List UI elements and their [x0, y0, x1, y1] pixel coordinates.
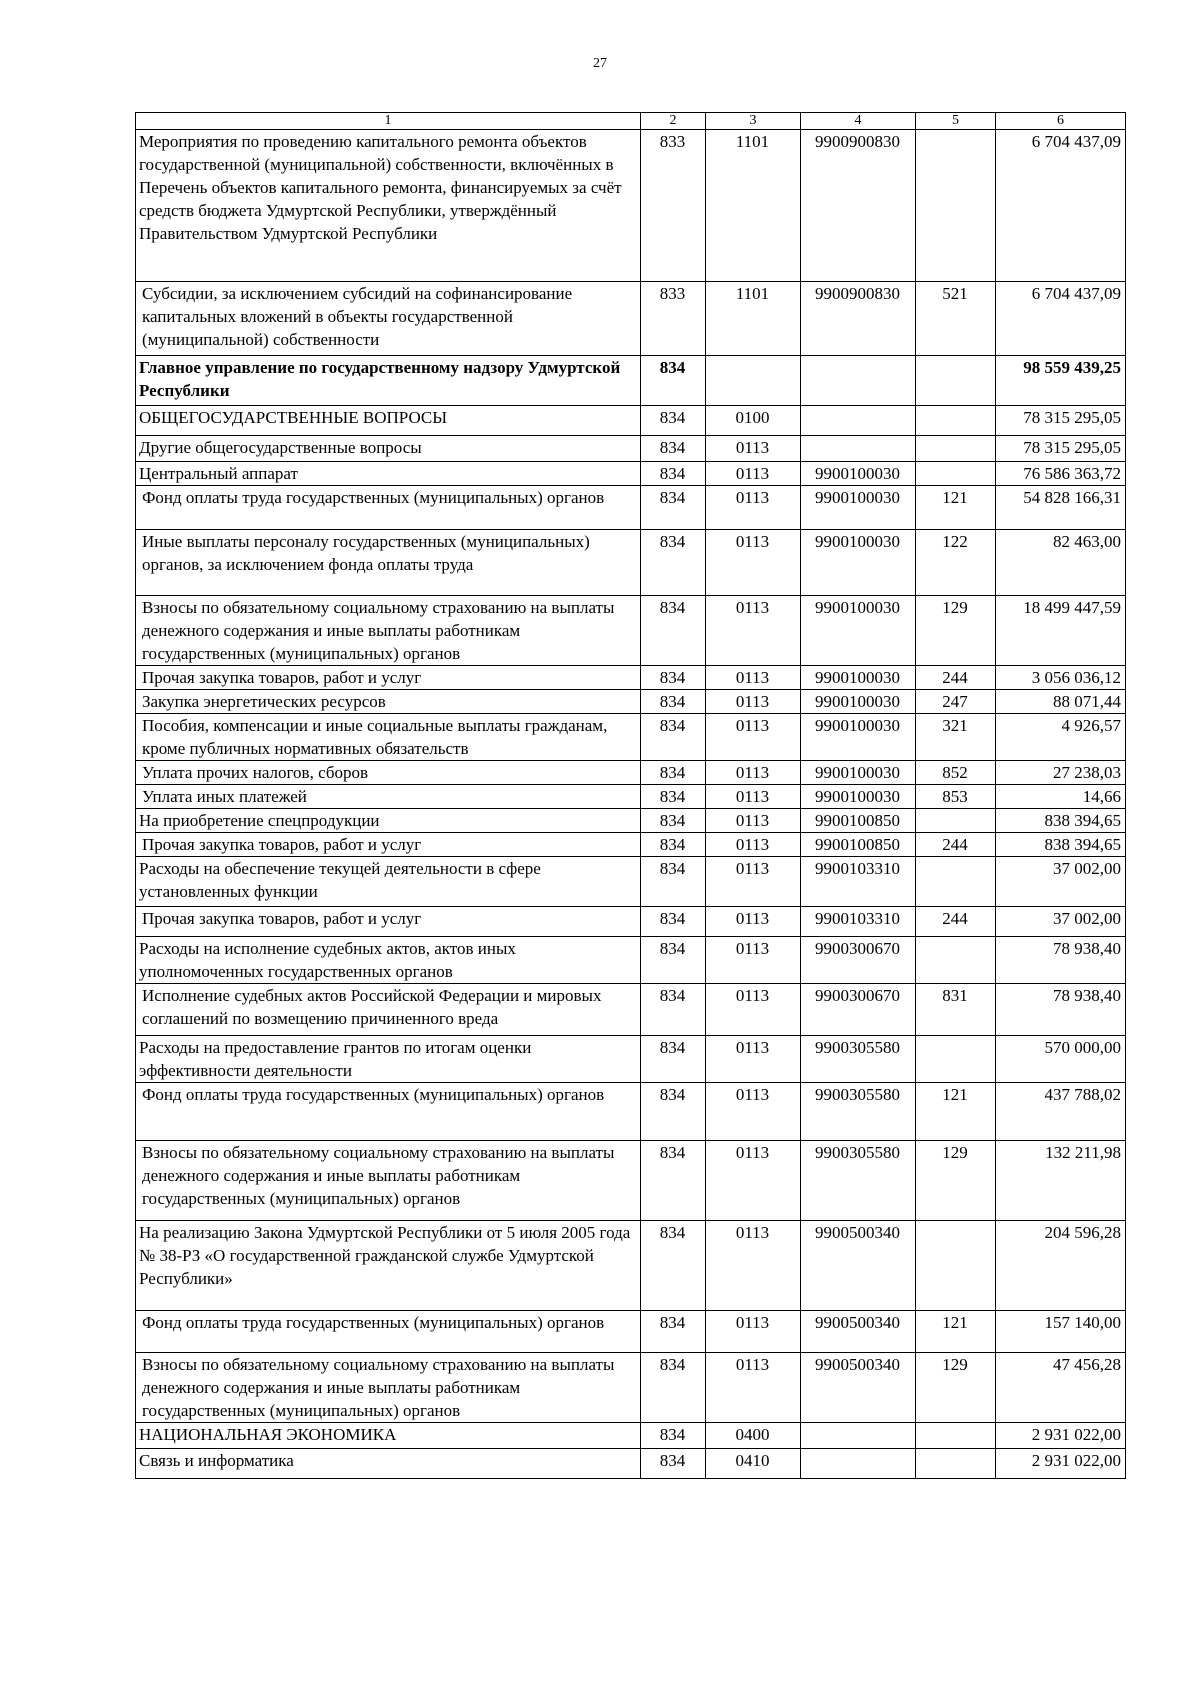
- row-name: Взносы по обязательному социальному страхованию на выплаты денежного содержания и иные выплаты работникам государственных (муниципальных) органов: [136, 1141, 641, 1221]
- amount: 838 394,65: [996, 809, 1126, 833]
- ministry-code: 833: [641, 282, 706, 356]
- row-name: ОБЩЕГОСУДАРСТВЕННЫЕ ВОПРОСЫ: [136, 406, 641, 436]
- row-name: Взносы по обязательному социальному страхованию на выплаты денежного содержания и иные выплаты работникам государственных (муниципальных) органов: [136, 596, 641, 666]
- target-article-code: 9900500340: [801, 1221, 916, 1311]
- column-header: 5: [916, 113, 996, 130]
- target-article-code: 9900100030: [801, 761, 916, 785]
- expense-kind-code: [916, 1036, 996, 1083]
- amount: 37 002,00: [996, 907, 1126, 937]
- row-name: НАЦИОНАЛЬНАЯ ЭКОНОМИКА: [136, 1423, 641, 1449]
- table-row: [136, 1221, 1126, 1311]
- row-name: Уплата иных платежей: [136, 785, 641, 809]
- target-article-code: 9900100030: [801, 666, 916, 690]
- budget-table: [135, 112, 1126, 1479]
- section-code: 0113: [706, 1221, 801, 1311]
- amount: 570 000,00: [996, 1036, 1126, 1083]
- row-name: Связь и информатика: [136, 1449, 641, 1479]
- amount: 6 704 437,09: [996, 282, 1126, 356]
- section-code: 0113: [706, 596, 801, 666]
- ministry-code: 834: [641, 1036, 706, 1083]
- amount: 54 828 166,31: [996, 486, 1126, 530]
- section-code: 0113: [706, 857, 801, 907]
- ministry-code: 834: [641, 833, 706, 857]
- section-code: 0410: [706, 1449, 801, 1479]
- expense-kind-code: [916, 1423, 996, 1449]
- ministry-code: 834: [641, 761, 706, 785]
- column-header: 1: [136, 113, 641, 130]
- table-row: [136, 1353, 1126, 1423]
- amount: 3 056 036,12: [996, 666, 1126, 690]
- row-name: Фонд оплаты труда государственных (муниципальных) органов: [136, 1083, 641, 1141]
- ministry-code: 833: [641, 130, 706, 282]
- table-row: [136, 356, 1126, 406]
- target-article-code: [801, 1449, 916, 1479]
- expense-kind-code: [916, 1449, 996, 1479]
- section-code: 0113: [706, 666, 801, 690]
- section-code: 0113: [706, 1353, 801, 1423]
- row-name: На приобретение спецпродукции: [136, 809, 641, 833]
- ministry-code: 834: [641, 486, 706, 530]
- ministry-code: 834: [641, 1221, 706, 1311]
- amount: 14,66: [996, 785, 1126, 809]
- table-row: [136, 406, 1126, 436]
- ministry-code: 834: [641, 436, 706, 462]
- expense-kind-code: [916, 809, 996, 833]
- table-row: [136, 833, 1126, 857]
- amount: 437 788,02: [996, 1083, 1126, 1141]
- row-name: Фонд оплаты труда государственных (муниципальных) органов: [136, 1311, 641, 1353]
- ministry-code: 834: [641, 406, 706, 436]
- expense-kind-code: 129: [916, 596, 996, 666]
- ministry-code: 834: [641, 809, 706, 833]
- expense-kind-code: 321: [916, 714, 996, 761]
- amount: 76 586 363,72: [996, 462, 1126, 486]
- expense-kind-code: [916, 857, 996, 907]
- expense-kind-code: 121: [916, 486, 996, 530]
- section-code: 1101: [706, 282, 801, 356]
- section-code: 0113: [706, 436, 801, 462]
- target-article-code: [801, 406, 916, 436]
- row-name: Другие общегосударственные вопросы: [136, 436, 641, 462]
- section-code: 0113: [706, 690, 801, 714]
- row-name: Мероприятия по проведению капитального ремонта объектов государственной (муниципальной) собственности, включённых в Перечень объектов капитального ремонта, финансируемых за счёт средств бюджета Удмуртской Республики, утверждённый Правительством Удмуртской Республики: [136, 130, 641, 282]
- section-code: 0113: [706, 984, 801, 1036]
- row-name: Взносы по обязательному социальному страхованию на выплаты денежного содержания и иные выплаты работникам государственных (муниципальных) органов: [136, 1353, 641, 1423]
- amount: 82 463,00: [996, 530, 1126, 596]
- expense-kind-code: 122: [916, 530, 996, 596]
- section-code: 0113: [706, 1311, 801, 1353]
- table-row: [136, 130, 1126, 282]
- section-code: 0113: [706, 1036, 801, 1083]
- ministry-code: 834: [641, 1423, 706, 1449]
- column-header: 2: [641, 113, 706, 130]
- column-header: 3: [706, 113, 801, 130]
- ministry-code: 834: [641, 462, 706, 486]
- amount: 2 931 022,00: [996, 1449, 1126, 1479]
- amount: 78 315 295,05: [996, 436, 1126, 462]
- ministry-code: 834: [641, 1449, 706, 1479]
- section-code: 0113: [706, 785, 801, 809]
- table-row: [136, 462, 1126, 486]
- section-code: 1101: [706, 130, 801, 282]
- target-article-code: 9900103310: [801, 907, 916, 937]
- row-name: Закупка энергетических ресурсов: [136, 690, 641, 714]
- table-row: [136, 937, 1126, 984]
- target-article-code: [801, 436, 916, 462]
- section-code: 0113: [706, 530, 801, 596]
- page-number: 27: [593, 56, 607, 71]
- table-row: [136, 486, 1126, 530]
- section-code: 0113: [706, 937, 801, 984]
- ministry-code: 834: [641, 907, 706, 937]
- ministry-code: 834: [641, 596, 706, 666]
- expense-kind-code: [916, 130, 996, 282]
- expense-kind-code: [916, 406, 996, 436]
- expense-kind-code: 244: [916, 666, 996, 690]
- target-article-code: 9900300670: [801, 984, 916, 1036]
- row-name: Пособия, компенсации и иные социальные выплаты гражданам, кроме публичных нормативных обязательств: [136, 714, 641, 761]
- section-code: 0113: [706, 833, 801, 857]
- row-name: Расходы на обеспечение текущей деятельности в сфере установленных функции: [136, 857, 641, 907]
- target-article-code: 9900305580: [801, 1083, 916, 1141]
- ministry-code: 834: [641, 714, 706, 761]
- section-code: 0113: [706, 714, 801, 761]
- target-article-code: 9900100030: [801, 530, 916, 596]
- amount: 78 938,40: [996, 937, 1126, 984]
- row-name: Прочая закупка товаров, работ и услуг: [136, 833, 641, 857]
- ministry-code: 834: [641, 1141, 706, 1221]
- expense-kind-code: 121: [916, 1311, 996, 1353]
- amount: 47 456,28: [996, 1353, 1126, 1423]
- table-row: [136, 1036, 1126, 1083]
- amount: 6 704 437,09: [996, 130, 1126, 282]
- section-code: 0113: [706, 809, 801, 833]
- expense-kind-code: [916, 356, 996, 406]
- section-code: 0113: [706, 1141, 801, 1221]
- table-row: [136, 907, 1126, 937]
- expense-kind-code: 247: [916, 690, 996, 714]
- row-name: Иные выплаты персоналу государственных (муниципальных) органов, за исключением фонда оплаты труда: [136, 530, 641, 596]
- target-article-code: 9900100030: [801, 486, 916, 530]
- table-row: [136, 714, 1126, 761]
- ministry-code: 834: [641, 984, 706, 1036]
- amount: 2 931 022,00: [996, 1423, 1126, 1449]
- table-row: [136, 530, 1126, 596]
- target-article-code: 9900100030: [801, 785, 916, 809]
- amount: 88 071,44: [996, 690, 1126, 714]
- target-article-code: 9900500340: [801, 1353, 916, 1423]
- ministry-code: 834: [641, 666, 706, 690]
- expense-kind-code: 831: [916, 984, 996, 1036]
- section-code: [706, 356, 801, 406]
- table-row: [136, 596, 1126, 666]
- expense-kind-code: [916, 937, 996, 984]
- expense-kind-code: 852: [916, 761, 996, 785]
- ministry-code: 834: [641, 857, 706, 907]
- target-article-code: 9900100850: [801, 833, 916, 857]
- section-code: 0113: [706, 1083, 801, 1141]
- table-row: [136, 785, 1126, 809]
- target-article-code: [801, 1423, 916, 1449]
- target-article-code: [801, 356, 916, 406]
- expense-kind-code: 121: [916, 1083, 996, 1141]
- expense-kind-code: [916, 1221, 996, 1311]
- amount: 157 140,00: [996, 1311, 1126, 1353]
- section-code: 0113: [706, 907, 801, 937]
- table-row: [136, 1423, 1126, 1449]
- table-row: [136, 690, 1126, 714]
- column-header: 4: [801, 113, 916, 130]
- amount: 204 596,28: [996, 1221, 1126, 1311]
- ministry-code: 834: [641, 690, 706, 714]
- target-article-code: 9900100850: [801, 809, 916, 833]
- target-article-code: 9900100030: [801, 690, 916, 714]
- expense-kind-code: 129: [916, 1353, 996, 1423]
- expense-kind-code: [916, 436, 996, 462]
- ministry-code: 834: [641, 1083, 706, 1141]
- table-row: [136, 1449, 1126, 1479]
- row-name: Главное управление по государственному надзору Удмуртской Республики: [136, 356, 641, 406]
- ministry-code: 834: [641, 530, 706, 596]
- amount: 4 926,57: [996, 714, 1126, 761]
- amount: 18 499 447,59: [996, 596, 1126, 666]
- table-row: [136, 809, 1126, 833]
- target-article-code: 9900100030: [801, 714, 916, 761]
- ministry-code: 834: [641, 785, 706, 809]
- row-name: Прочая закупка товаров, работ и услуг: [136, 907, 641, 937]
- target-article-code: 9900305580: [801, 1036, 916, 1083]
- amount: 78 315 295,05: [996, 406, 1126, 436]
- table-row: [136, 1141, 1126, 1221]
- section-code: 0100: [706, 406, 801, 436]
- target-article-code: 9900300670: [801, 937, 916, 984]
- ministry-code: 834: [641, 937, 706, 984]
- table-row: [136, 984, 1126, 1036]
- section-code: 0113: [706, 486, 801, 530]
- row-name: Расходы на предоставление грантов по итогам оценки эффективности деятельности: [136, 1036, 641, 1083]
- ministry-code: 834: [641, 356, 706, 406]
- amount: 132 211,98: [996, 1141, 1126, 1221]
- expense-kind-code: 521: [916, 282, 996, 356]
- row-name: Расходы на исполнение судебных актов, актов иных уполномоченных государственных органов: [136, 937, 641, 984]
- target-article-code: 9900100030: [801, 596, 916, 666]
- expense-kind-code: 853: [916, 785, 996, 809]
- table-row: [136, 761, 1126, 785]
- table-row: [136, 1083, 1126, 1141]
- target-article-code: 9900500340: [801, 1311, 916, 1353]
- row-name: Прочая закупка товаров, работ и услуг: [136, 666, 641, 690]
- row-name: Субсидии, за исключением субсидий на софинансирование капитальных вложений в объекты государственной (муниципальной) собственности: [136, 282, 641, 356]
- row-name: Исполнение судебных актов Российской Федерации и мировых соглашений по возмещению причиненного вреда: [136, 984, 641, 1036]
- expense-kind-code: 244: [916, 907, 996, 937]
- target-article-code: 9900100030: [801, 462, 916, 486]
- amount: 838 394,65: [996, 833, 1126, 857]
- amount: 37 002,00: [996, 857, 1126, 907]
- section-code: 0400: [706, 1423, 801, 1449]
- amount: 78 938,40: [996, 984, 1126, 1036]
- section-code: 0113: [706, 462, 801, 486]
- table-row: [136, 857, 1126, 907]
- expense-kind-code: 129: [916, 1141, 996, 1221]
- table-row: [136, 436, 1126, 462]
- ministry-code: 834: [641, 1311, 706, 1353]
- target-article-code: 9900900830: [801, 282, 916, 356]
- target-article-code: 9900103310: [801, 857, 916, 907]
- table-row: [136, 1311, 1126, 1353]
- expense-kind-code: 244: [916, 833, 996, 857]
- column-header: 6: [996, 113, 1126, 130]
- table-row: [136, 282, 1126, 356]
- table-row: [136, 666, 1126, 690]
- section-code: 0113: [706, 761, 801, 785]
- ministry-code: 834: [641, 1353, 706, 1423]
- expense-kind-code: [916, 462, 996, 486]
- amount: 27 238,03: [996, 761, 1126, 785]
- row-name: Центральный аппарат: [136, 462, 641, 486]
- header-row: [136, 113, 1126, 130]
- target-article-code: 9900305580: [801, 1141, 916, 1221]
- target-article-code: 9900900830: [801, 130, 916, 282]
- amount: 98 559 439,25: [996, 356, 1126, 406]
- row-name: На реализацию Закона Удмуртской Республики от 5 июля 2005 года № 38-РЗ «О государственной гражданской службе Удмуртской Республики»: [136, 1221, 641, 1311]
- row-name: Уплата прочих налогов, сборов: [136, 761, 641, 785]
- row-name: Фонд оплаты труда государственных (муниципальных) органов: [136, 486, 641, 530]
